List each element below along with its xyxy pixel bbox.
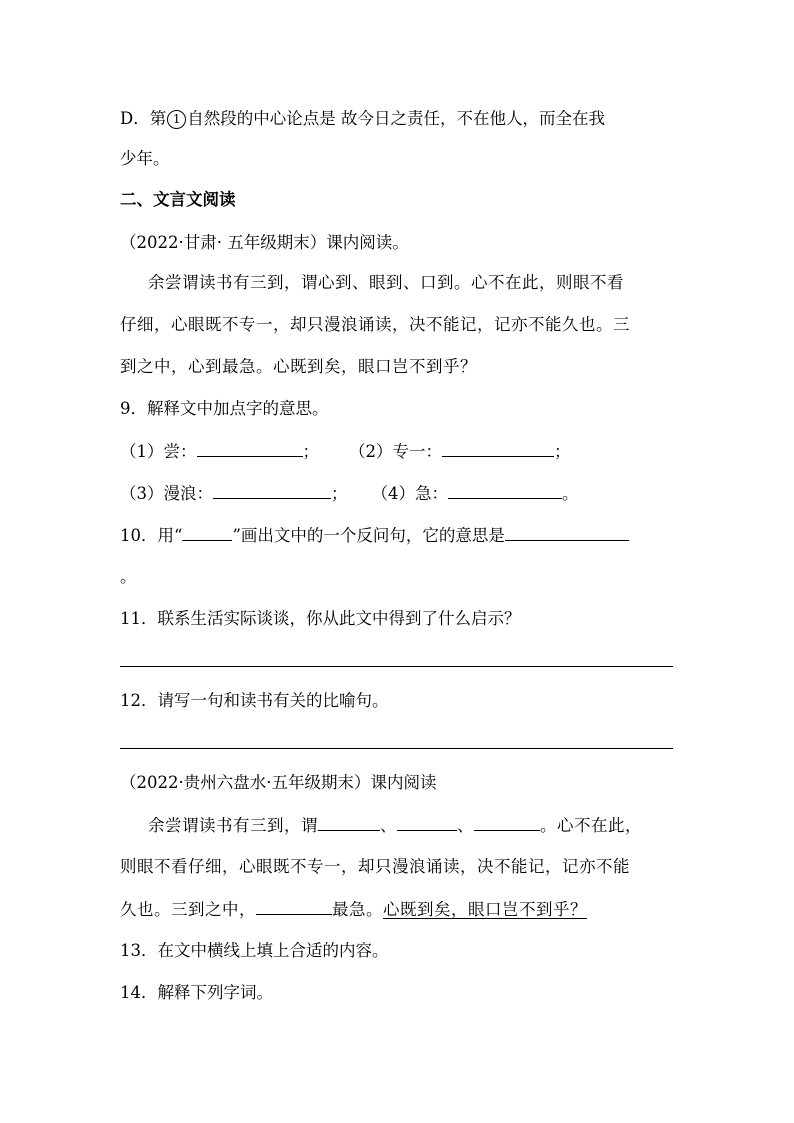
question-9-row-1 [120,440,571,463]
q10-text: ”画出文中的一个反问句，它的意思是 [232,526,505,545]
passage2-line-3-pre: 久也。三到之中， [120,900,256,919]
q9-item-3-end: ； [331,484,348,503]
passage2-line-3 [120,898,587,921]
question-13: 13．在文中横线上填上合适的内容。 [120,941,389,960]
passage2-line-1-post: 。心不在此， [540,816,642,835]
paragraph-number-circle: 1 [167,110,186,129]
passage2-sep-2: 、 [457,816,474,835]
passage2-line-1 [148,814,642,837]
q11-answer-line[interactable] [120,666,673,667]
passage1-line-2: 仔细，心眼既不专一，却只漫浪诵读，决不能记，记亦不能久也。三 [120,315,630,334]
passage2-line-3-mid: 最急。 [332,900,383,919]
q9-item-1-end: ； [302,442,319,461]
passage2-blank-1[interactable] [318,814,380,831]
passage1-source: （2022·甘肃· 五年级期末）课内阅读。 [120,233,409,252]
q9-item-3-label: （3）漫浪： [120,484,213,503]
q9-item-4-blank[interactable] [448,482,562,499]
option-d-text: 自然段的中心论点是 故今日之责任，不在他人，而全在我 [187,109,605,128]
question-11: 11．联系生活实际谈谈，你从此文中得到了什么启示？ [120,609,521,628]
passage2-source: （2022·贵州六盘水·五年级期末）课内阅读 [120,773,437,792]
question-10-continuation: 。 [120,567,137,586]
q9-item-1-blank[interactable] [197,440,303,457]
passage1-line-3: 到之中，心到最急。心既到矣，眼口岂不到乎？ [120,357,477,376]
q10-answer-blank[interactable] [505,524,629,541]
question-12: 12．请写一句和读书有关的比喻句。 [120,691,389,710]
q9-item-2-blank[interactable] [442,440,554,457]
passage2-line-1-pre: 余尝谓读书有三到，谓 [148,816,318,835]
q9-item-4-label: （4）急： [371,484,448,503]
rhetorical-question-underlined: 心既到矣，眼口岂不到乎？ [383,900,587,919]
q10-prefix: 10．用“ [120,526,183,545]
q9-item-2-end: ； [554,442,571,461]
passage2-line-2: 则眼不看仔细，心眼既不专一，却只漫浪诵读，决不能记，记亦不能 [120,857,630,876]
q9-item-2-label: （2）专一： [349,442,442,461]
question-9-row-2 [120,482,579,505]
question-14: 14．解释下列字词。 [120,983,273,1002]
option-d-line [120,108,605,130]
question-10 [120,524,629,547]
q9-item-4-end: 。 [562,484,579,503]
option-d-continuation: 少年。 [120,149,170,168]
passage2-blank-2[interactable] [397,814,457,831]
passage1-line-1: 余尝谓读书有三到，谓心到、眼到、口到。心不在此，则眼不看 [148,273,624,292]
passage2-sep-1: 、 [380,816,397,835]
option-d-prefix: D．第 [120,109,167,128]
q12-answer-line[interactable] [120,748,673,749]
q10-underline-sample [182,524,232,541]
passage2-blank-3[interactable] [474,814,540,831]
q9-item-1-label: （1）尝： [120,442,197,461]
section-heading: 二、文言文阅读 [120,190,236,209]
passage2-blank-4[interactable] [256,898,332,915]
q9-item-3-blank[interactable] [213,482,331,499]
question-9: 9．解释文中加点字的意思。 [120,399,329,418]
